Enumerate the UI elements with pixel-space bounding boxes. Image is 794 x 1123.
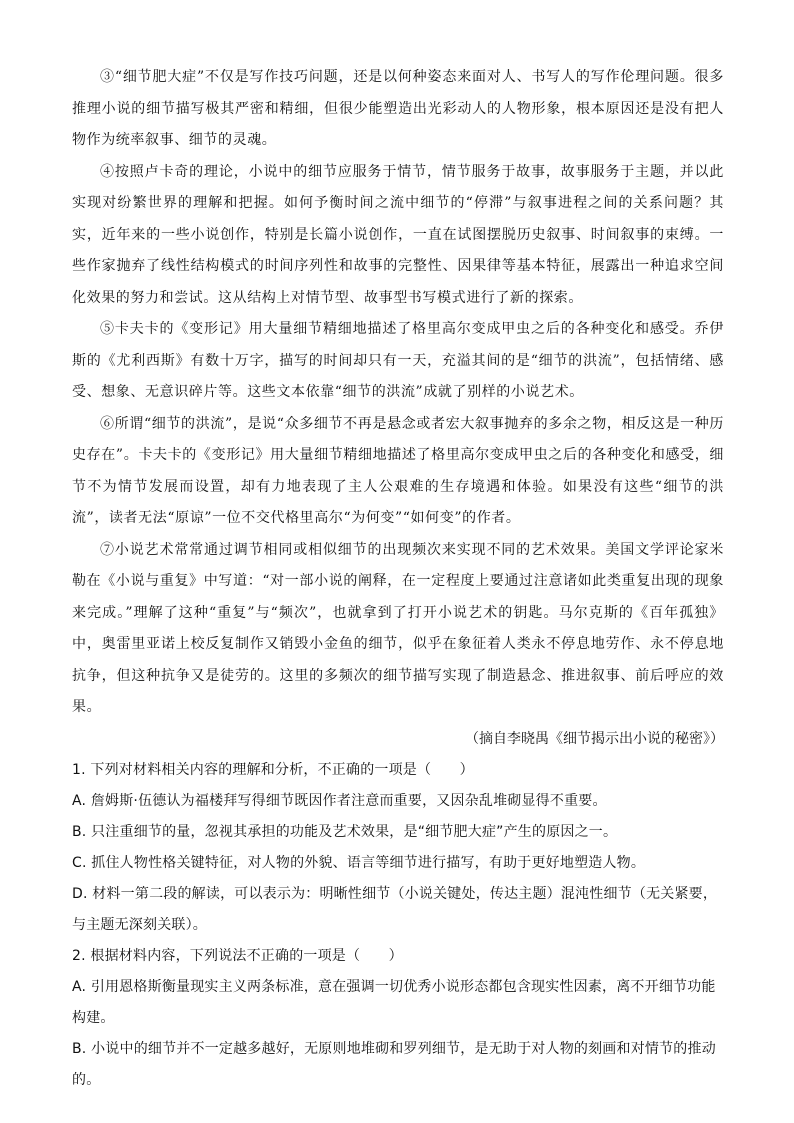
option-a: A. 引用恩格斯衡量现实主义两条标准，意在强调一切优秀小说形态都包含现实性因素，离不开细节功能构建。	[72, 979, 716, 1026]
paragraph-5: ⑤卡夫卡的《变形记》用大量细节精细地描述了格里高尔变成甲虫之后的各种变化和感受。乔伊斯的《尤利西斯》有数十万字，描写的时间却只有一天，充溢其间的是“细节的洪流”，包括情绪、感受、想象、无意识碎片等。这些文本依靠“细节的洪流”成就了别样的小说艺术。	[72, 321, 724, 400]
option-a: A. 詹姆斯·伍德认为福楼拜写得细节既因作者注意而重要，又因杂乱堆砌显得不重要。	[72, 793, 607, 809]
question-stem: 1. 下列对材料相关内容的理解和分析，不正确的一项是（ ）	[72, 762, 474, 778]
option-d: D. 材料一第二段的解读，可以表示为：明晰性细节（小说关键处，传达主题）混沌性细节（无关紧要，与主题无深刻关联）。	[72, 886, 718, 933]
option-b: B. 小说中的细节并不一定越多越好，无原则地堆砌和罗列细节，是无助于对人物的刻画和对情节的推动的。	[72, 1041, 716, 1088]
question-stem: 2. 根据材料内容，下列说法不正确的一项是（ ）	[72, 948, 403, 964]
document-page	[72, 62, 724, 1096]
passage	[72, 62, 724, 755]
paragraph-6: ⑥所谓“细节的洪流”，是说“众多细节不再是悬念或者宏大叙事抛弃的多余之物，相反这是一种历史存在”。卡夫卡的《变形记》用大量细节精细地描述了格里高尔变成甲虫之后的各种变化和感受，细节不为情节发展而设置，却有力地表现了主人公艰难的生存境遇和体验。如果没有这些“细节的洪流”，读者无法“原谅”一位不交代格里高尔“为何变”“如何变”的作者。	[72, 415, 724, 526]
option-c: C. 抓住人物性格关键特征，对人物的外貌、语言等细节进行描写，有助于更好地塑造人物。	[72, 855, 646, 871]
paragraph-4: ④按照卢卡奇的理论，小说中的细节应服务于情节，情节服务于故事，故事服务于主题，并以此实现对纷繁世界的理解和把握。如何予衡时间之流中细节的“停滞”与叙事进程之间的关系问题？其实，近年来的一些小说创作，特别是长篇小说创作，一直在试图摆脱历史叙事、时间叙事的束缚。一些作家抛弃了线性结构模式的时间序列性和故事的完整性、因果律等基本特征，展露出一种追求空间化效果的努力和尝试。这从结构上对情节型、故事型书写模式进行了新的探索。	[72, 163, 724, 306]
question-2	[72, 941, 724, 1096]
paragraph-7: ⑦小说艺术常常通过调节相同或相似细节的出现频次来实现不同的艺术效果。美国文学评论家米勒在《小说与重复》中写道：“对一部小说的阐释，在一定程度上要通过注意诸如此类重复出现的现象来完成。”理解了这种“重复”与“频次”，也就拿到了打开小说艺术的钥匙。马尔克斯的《百年孤独》中，奥雷里亚诺上校反复制作又销毁小金鱼的细节，似乎在象征着人类永不停息地劳作、永不停息地抗争，但这种抗争又是徒劳的。这里的多频次的细节描写实现了制造悬念、推进叙事、前后呼应的效果。	[72, 541, 724, 715]
paragraph-3: ③“细节肥大症”不仅是写作技巧问题，还是以何种姿态来面对人、书写人的写作伦理问题。很多推理小说的细节描写极其严密和精细，但很少能塑造出光彩动人的人物形象，根本原因还是没有把人物作为统率叙事、细节的灵魂。	[72, 69, 724, 148]
question-1	[72, 755, 724, 941]
passage-source: （摘自李晓禺《细节揭示出小说的秘密》）	[465, 730, 724, 747]
option-b: B. 只注重细节的量，忽视其承担的功能及艺术效果，是“细节肥大症”产生的原因之一。	[72, 824, 618, 840]
